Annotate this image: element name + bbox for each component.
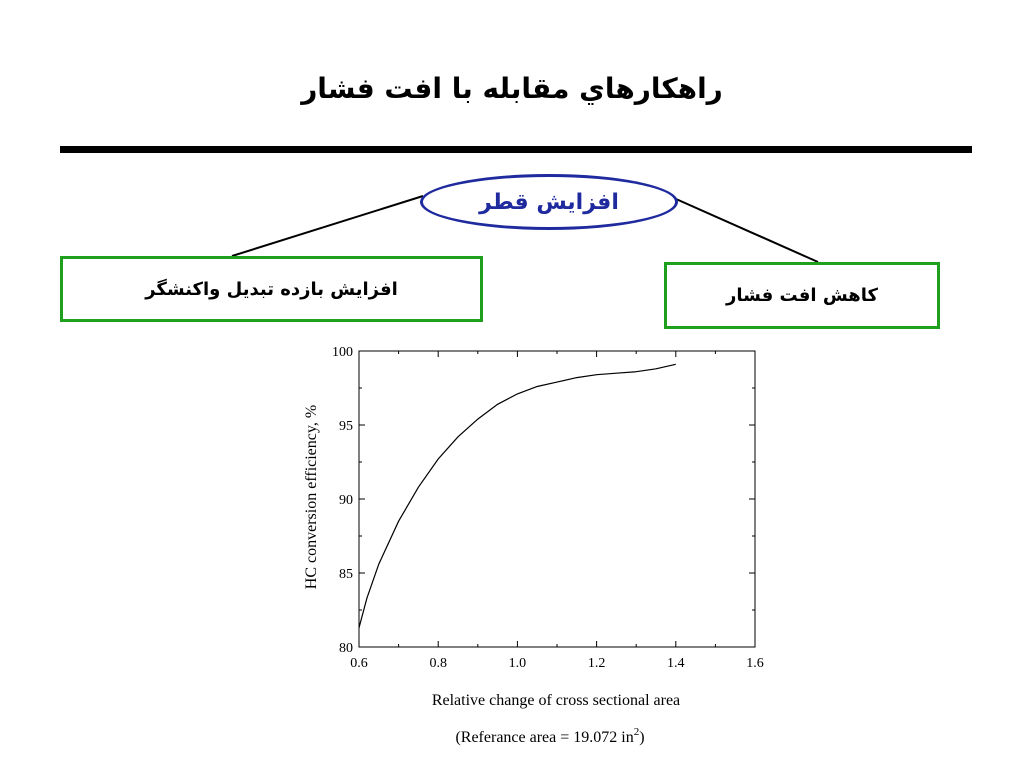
x-tick-label: 0.8 bbox=[429, 656, 447, 671]
x-tick-label: 1.2 bbox=[587, 656, 606, 671]
x-axis-note: (Referance area = 19.072 $in^2$) bbox=[455, 726, 645, 746]
y-tick-label: 80 bbox=[339, 641, 353, 656]
series-line bbox=[359, 364, 676, 628]
x-axis-label: Relative change of cross sectional area bbox=[431, 692, 681, 709]
left-box-label: افزايش بازده تبديل واکنشگر bbox=[145, 278, 398, 300]
y-tick-label: 85 bbox=[339, 567, 353, 582]
y-tick-label: 100 bbox=[332, 345, 353, 360]
y-tick-label: 95 bbox=[339, 419, 353, 434]
x-tick-label: 1.6 bbox=[746, 656, 764, 671]
y-ticks bbox=[332, 345, 755, 656]
x-tick-label: 1.0 bbox=[508, 656, 527, 671]
slide-title: راهکارهاي مقابله با افت فشار bbox=[301, 72, 723, 105]
plot-frame bbox=[359, 351, 755, 647]
y-axis-label: HC conversion efficiency, % bbox=[303, 404, 320, 590]
right-box-label: کاهش افت فشار bbox=[726, 285, 878, 306]
center-oval-label: افزايش قطر bbox=[479, 189, 619, 215]
x-ticks bbox=[350, 351, 764, 671]
x-tick-label: 0.6 bbox=[350, 656, 368, 671]
x-tick-label: 1.4 bbox=[667, 656, 685, 671]
y-tick-label: 90 bbox=[339, 493, 353, 508]
